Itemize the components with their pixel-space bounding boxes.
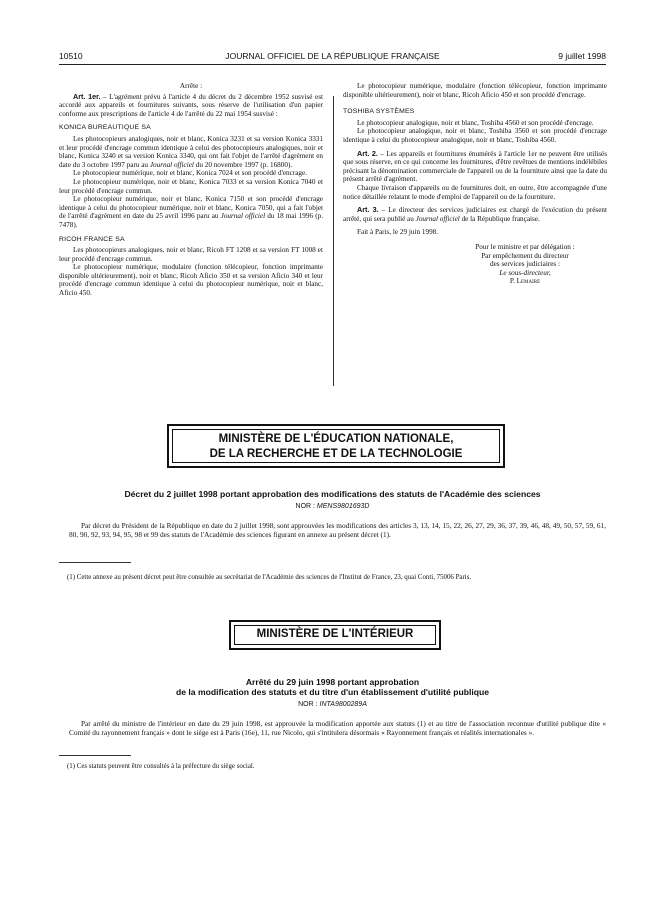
decret-nor-value: MENS9801693D <box>316 503 370 510</box>
ricoh-paragraph-1: Les photocopieurs analogiques, noir et blanc, Ricoh FT 1208 et sa version FT 1008 et leur procédé d'encrage commun. <box>59 246 323 263</box>
signature-title <box>443 269 607 278</box>
header-rule <box>59 64 606 65</box>
toshiba-heading: TOSHIBA SYSTÈMES <box>343 108 415 116</box>
decret-nor-label: NOR : <box>295 503 317 510</box>
article-1 <box>59 93 323 119</box>
decret-footnote-rule <box>59 562 131 563</box>
ministry-education-line-2: DE LA RECHERCHE ET DE LA TECHNOLOGIE <box>209 448 463 460</box>
decret-footnote: (1) Cette annexe au présent décret peut être consultée au secrétariat de l'Académie des sciences de l'Institut de France, 23, quai Conti, 75006 Paris. <box>67 574 472 581</box>
column-separator <box>333 96 334 386</box>
arrete2-nor-label: NOR : <box>298 701 320 708</box>
arrete-heading: Arrête : <box>179 82 203 90</box>
article-2-paragraph-2: Chaque livraison d'appareils ou de fournitures doit, en outre, être accompagnée d'une notice détaillée relatant le mode d'emploi de l'appareil ou de la fourniture. <box>343 183 607 201</box>
signature-line-3: des services judiciaires : <box>489 260 561 269</box>
signature-block <box>443 243 607 286</box>
article-1-text: – L'agrément prévu à l'article 4 du décret du 2 décembre 1952 susvisé est accordé aux appareils et fournitures suivants, sous réserve de l'utilisation d'un papier conforme aux prescriptions de l'article 4 de l'arrêté du 22 mai 1954 susvisé : <box>59 92 323 118</box>
decret-title: Décret du 2 juillet 1998 portant approbation des modifications des statuts de l'Académie des sciences <box>124 489 541 499</box>
arrete2-body: Par arrêté du ministre de l'intérieur en date du 29 juin 1998, est approuvée la modification apportée aux statuts (1) et au titre de l'association reconnue d'utilité publique dite « Comité du rayonnement français » dont le siège est à Paris (16e), 11, rue Nicolo, qui s'intitulera désormais « Rayonnement français et réalités internationales ». <box>69 719 606 737</box>
konica-p1-journal: Journal officiel <box>149 160 194 169</box>
page-header <box>59 51 606 63</box>
journal-title: JOURNAL OFFICIEL DE LA RÉPUBLIQUE FRANÇAISE <box>225 51 440 61</box>
signatory-name: P. Lemaire <box>509 277 541 286</box>
fait-a-paris: Fait à Paris, le 29 juin 1998. <box>357 228 439 237</box>
arrete2-footnote-rule <box>59 755 131 756</box>
konica-paragraph-1 <box>59 135 323 169</box>
arrete2-title-line-2: de la modification des statuts et du titre d'un établissement d'utilité publique <box>175 687 490 697</box>
article-2-text: – Les appareils et fournitures énumérés à l'article 1er ne peuvent être utilisés que sous réserve, en ce qui concerne les fournitures, d'être revêtues de mentions indélébiles précisant la dénomination commerciale de l'appareil ou de la fourniture ainsi que la date du présent arrêté d'agrément. <box>343 149 608 184</box>
decret-body: Par décret du Président de la République en date du 2 juillet 1998, sont approuvées les modifications des articles 3, 13, 14, 15, 22, 26, 27, 29, 36, 37, 39, 46, 48, 49, 50, 57, 59, 61, 80, 90, 92, 93, 94, 95, 98 et 99 des statuts de l'Académie des sciences figurant en annexe au présent décret (1). <box>69 521 606 539</box>
article-3-label: Art. 3. <box>357 205 379 215</box>
konica-paragraph-3: Le photocopieur numérique, noir et blanc, Konica 7033 et sa version Konica 7040 et leur procédé d'encrage commun. <box>59 177 323 195</box>
arrete2-title-line-1: Arrêté du 29 juin 1998 portant approbation <box>245 677 420 687</box>
article-3 <box>343 206 607 223</box>
decret-nor <box>59 503 606 510</box>
right-column <box>343 82 607 286</box>
article-3-end: de la République française. <box>459 214 540 223</box>
ministry-education-line-1: MINISTÈRE DE L'ÉDUCATION NATIONALE, <box>218 433 454 445</box>
ministry-interior-title: MINISTÈRE DE L'INTÉRIEUR <box>256 628 414 640</box>
issue-date: 9 juillet 1998 <box>558 51 606 61</box>
toshiba-paragraph-2: Le photocopieur analogique, noir et blanc, Toshiba 3560 et son procédé d'encrage identique à celui du photocopieur analogique, noir et blanc, Toshiba 4560. <box>343 127 607 144</box>
signature-line-2: Par empêchement du directeur <box>481 251 569 260</box>
ricoh-paragraph-2: Le photocopieur numérique, modulaire (fonction télécopieur, fonction imprimante disponible ultérieurement), noir et blanc, Ricoh Aficio 350 et sa version Aficio 340 et leur procédé d'encrage commun identique à celui du photocopieur numérique, noir et blanc, Aficio 450. <box>59 263 323 298</box>
konica-p1-end: du 20 novembre 1997 (p. 16800). <box>193 160 293 169</box>
konica-heading: KONICA BUREAUTIQUE SA <box>59 124 151 132</box>
arrete2-nor-value: INTA9800289A <box>319 701 367 708</box>
signature-title-text: Le sous-directeur, <box>499 268 551 277</box>
article-1-label: Art. 1er. <box>73 91 101 101</box>
konica-paragraph-2: Le photocopieur numérique, noir et blanc, Konica 7024 et son procédé d'encrage. <box>73 169 308 178</box>
article-3-text: – Le directeur des services judiciaires est chargé de l'exécution du présent arrêté, qui sera publié au <box>343 206 608 223</box>
ricoh-paragraph-3: Le photocopieur numérique, modulaire (fonction télécopieur, fonction imprimante disponible ultérieurement), noir et blanc, Ricoh Aficio 450 et son procédé d'encrage. <box>343 82 607 99</box>
konica-p4-journal: Journal officiel <box>220 212 266 221</box>
article-2 <box>343 150 607 184</box>
page-number: 10510 <box>59 51 83 61</box>
ricoh-heading: RICOH FRANCE SA <box>59 235 125 243</box>
konica-p4-end: du 18 mai 1996 (p. 7478). <box>59 212 323 229</box>
arrete2-nor <box>59 701 606 708</box>
toshiba-paragraph-1: Le photocopieur analogique, noir et blanc, Toshiba 4560 et son procédé d'encrage. <box>357 118 594 127</box>
arrete2-title <box>59 677 606 697</box>
arrete2-footnote: (1) Ces statuts peuvent être consultés à la préfecture du siège social. <box>67 763 255 770</box>
ministry-education-title <box>169 432 503 462</box>
konica-p4-text: Le photocopieur numérique, noir et blanc, Konica 7150 et son procédé d'encrage identique à celui du photocopieur numérique, noir et blanc, Konica 7050, qui a fait l'objet de l'arrêté d'agrément en date du 25 avril 1996 paru au <box>59 195 323 221</box>
ministry-interior-box <box>229 620 441 650</box>
konica-p1-text: Les photocopieurs analogiques, noir et blanc, Konica 3231 et sa version Konica 3331 et leur procédé d'encrage commun identique à celui des photocopieurs analogiques, noir et blanc, Konica 3240 et sa version Konica 3340, qui ont fait l'objet de l'arrêté d'agrément en date du 3 octobre 1997 paru au <box>59 134 323 169</box>
left-column <box>59 82 323 298</box>
signature-line-1: Pour le ministre et par délégation : <box>475 242 575 251</box>
konica-paragraph-4 <box>59 195 323 229</box>
ministry-education-box <box>167 424 505 468</box>
article-3-journal: Journal officiel <box>415 214 460 223</box>
article-2-label: Art. 2. <box>357 148 378 158</box>
